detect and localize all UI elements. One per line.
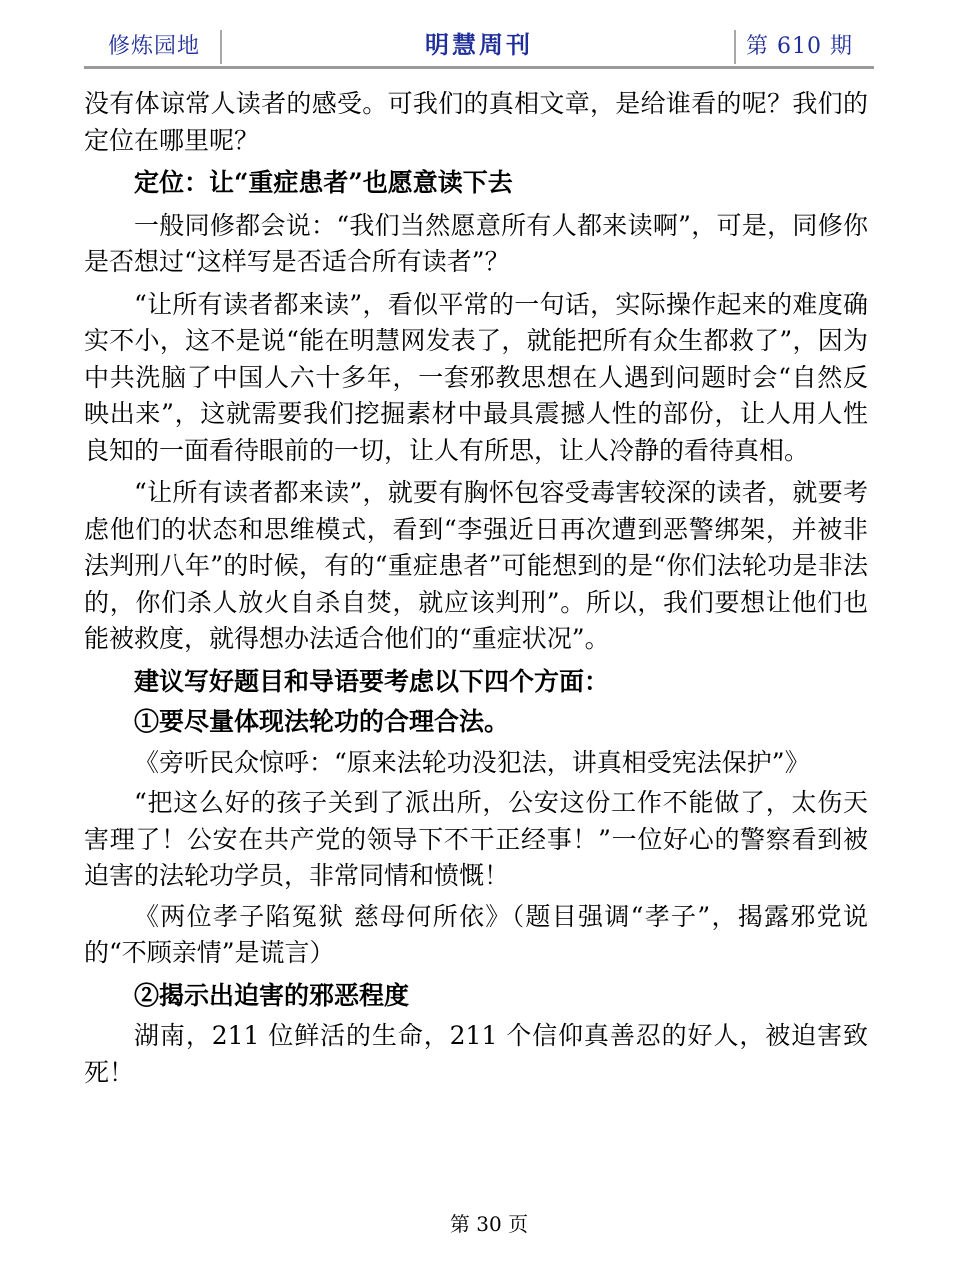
example-title: 《旁听民众惊呼：“原来法轮功没犯法，讲真相受宪法保护”》 [134, 747, 810, 777]
example-title: 《两位孝子陷冤狱 慈母何所依》（题目强调“孝子”，揭露邪党说的“不顾亲情”是谎言） [84, 901, 868, 967]
paragraph: 没有体谅常人读者的感受。可我们的真相文章，是给谁看的呢？我们的定位在哪里呢？ [84, 89, 868, 155]
paragraph: 一般同修都会说：“我们当然愿意所有人都来读啊”，可是，同修你是否想过“这样写是否适合所有读者”？ [84, 210, 868, 276]
publication-title: 明慧周刊 [425, 30, 533, 59]
article-body [84, 86, 868, 1091]
page-header [84, 22, 874, 68]
header-divider [734, 30, 736, 64]
subsection-heading: ①要尽量体现法轮功的合理合法。 [134, 707, 510, 736]
page-number: 第 30 页 [449, 1212, 529, 1236]
section-heading: 定位：让“重症患者”也愿意读下去 [134, 168, 513, 197]
subsection-heading: ②揭示出迫害的邪恶程度 [134, 980, 410, 1010]
header-rule [84, 66, 874, 69]
paragraph: “让所有读者都来读”，看似平常的一句话，实际操作起来的难度确实不小，这不是说“能在明慧网发表了，就能把所有众生都救了”，因为中共洗脑了中国人六十多年，一套邪教思想在人遇到问题时会“自然反映出来”，这就需要我们挖掘素材中最具震撼人性的部份，让人用人性良知的一面看待眼前的一切，让人有所思，让人冷静的看待真相。 [84, 289, 868, 465]
section-name: 修炼园地 [108, 34, 201, 59]
paragraph: “把这么好的孩子关到了派出所，公安这份工作不能做了，太伤天害理了！公安在共产党的领导下不干正经事！”一位好心的警察看到被迫害的法轮功学员，非常同情和愤慨！ [84, 788, 868, 890]
section-heading: 建议写好题目和导语要考虑以下四个方面： [134, 666, 610, 696]
paragraph: 湖南，211 位鲜活的生命，211 个信仰真善忍的好人，被迫害致死！ [84, 1021, 868, 1087]
issue-number: 第 610 期 [746, 34, 853, 59]
paragraph: “让所有读者都来读”，就要有胸怀包容受毒害较深的读者，就要考虑他们的状态和思维模式，看到“李强近日再次遭到恶警绑架，并被非法判刑八年”的时候，有的“重症患者”可能想到的是“你们法轮功是非法的，你们杀人放火自杀自焚，就应该判刑”。所以，我们要想让他们也能被救度，就得想办法适合他们的“重症状况”。 [84, 478, 868, 653]
